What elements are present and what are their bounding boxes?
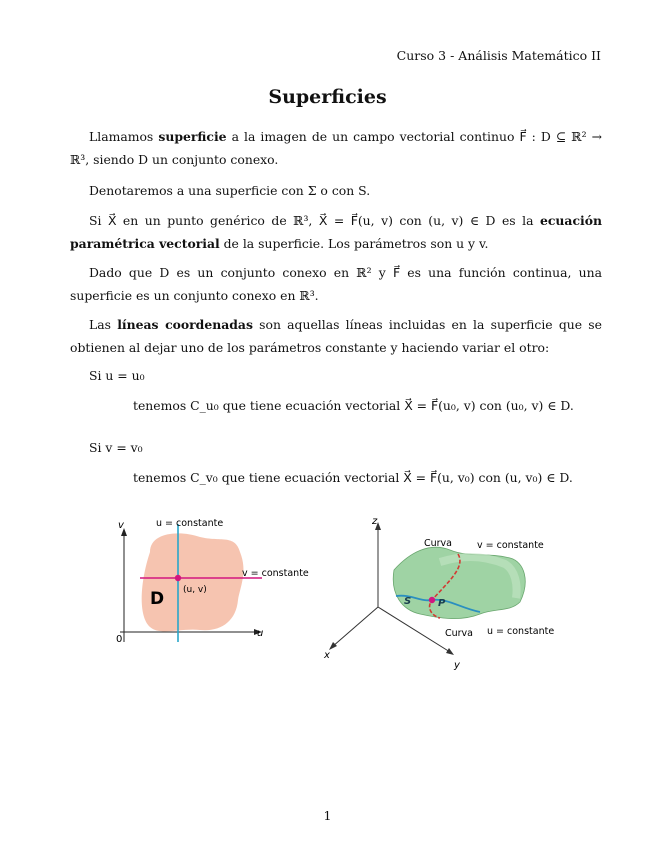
p1-text-pre: Llamamos xyxy=(89,129,159,144)
point-p-label: P xyxy=(438,598,446,609)
paragraph-parametric xyxy=(70,210,602,255)
curve-bottom-label: Curva xyxy=(445,628,474,639)
surface-s-label: S xyxy=(404,596,412,607)
x-axis-label: x xyxy=(324,650,330,661)
region-d-label: D xyxy=(150,589,165,609)
x-axis xyxy=(332,607,378,647)
paragraph-connected: Dado que D es un conjunto conexo en ℝ² y F⃗ es una función continua, una superficie es un conjunto conexo en ℝ³. xyxy=(70,265,602,303)
case-u: Si u = u₀ xyxy=(89,368,145,383)
p5-bold-term: líneas coordenadas xyxy=(117,317,253,332)
y-axis-label: y xyxy=(454,660,460,671)
paragraph-notation: Denotaremos a una superficie con Σ o con S. xyxy=(89,183,371,198)
page-header: Curso 3 - Análisis Matemático II xyxy=(396,48,601,63)
curve-top-label: Curva xyxy=(424,538,453,549)
page-title: Superficies xyxy=(268,86,387,108)
point-p xyxy=(429,597,435,603)
surface-3d-figure xyxy=(320,512,565,672)
page-number: 1 xyxy=(323,808,332,823)
point-uv xyxy=(175,575,181,581)
p3-text-pre: Si X⃗ en un punto genérico de ℝ³, X⃗ = F⃗(u, v) con (u, v) ∈ D es la xyxy=(89,213,540,228)
u-constant-label: u = constante xyxy=(156,518,224,529)
v-axis-label: v xyxy=(118,520,124,531)
v-constant-label: v = constante xyxy=(242,568,309,579)
p3-text-post: de la superficie. Los parámetros son u y v. xyxy=(219,235,489,251)
parameter-domain-figure xyxy=(110,512,320,652)
paragraph-definition xyxy=(70,126,602,171)
equation-u: tenemos C_u₀ que tiene ecuación vectorial X⃗ = F⃗(u₀, v) con (u₀, v) ∈ D. xyxy=(133,398,574,413)
point-uv-label: (u, v) xyxy=(183,585,207,595)
case-v: Si v = v₀ xyxy=(89,440,143,455)
p3-bold-term: ecuación paramétrica vectorial xyxy=(70,213,602,251)
y-axis-arrow-icon xyxy=(446,648,454,655)
equation-v: tenemos C_v₀ que tiene ecuación vectorial X⃗ = F⃗(u, v₀) con (u, v₀) ∈ D. xyxy=(133,470,573,485)
v-constant-label-3d: v = constante xyxy=(477,540,544,551)
region-d-shape xyxy=(142,533,244,631)
p5-text-post: son aquellas líneas incluidas en la superficie que se obtienen al dejar uno de los parámetros constante y haciendo variar el otro: xyxy=(70,317,602,355)
z-axis-label: z xyxy=(372,516,378,527)
p5-text-pre: Las xyxy=(89,317,118,332)
origin-label: 0 xyxy=(116,634,123,645)
p1-text-post: a la imagen de un campo vectorial continuo F⃗ : D ⊆ ℝ² → ℝ³, siendo D un conjunto conexo. xyxy=(70,129,602,167)
u-axis-label: u xyxy=(257,628,264,639)
p1-bold-term: superficie xyxy=(158,129,227,144)
paragraph-coordinate-lines xyxy=(70,314,602,359)
u-constant-label-3d: u = constante xyxy=(487,626,555,637)
